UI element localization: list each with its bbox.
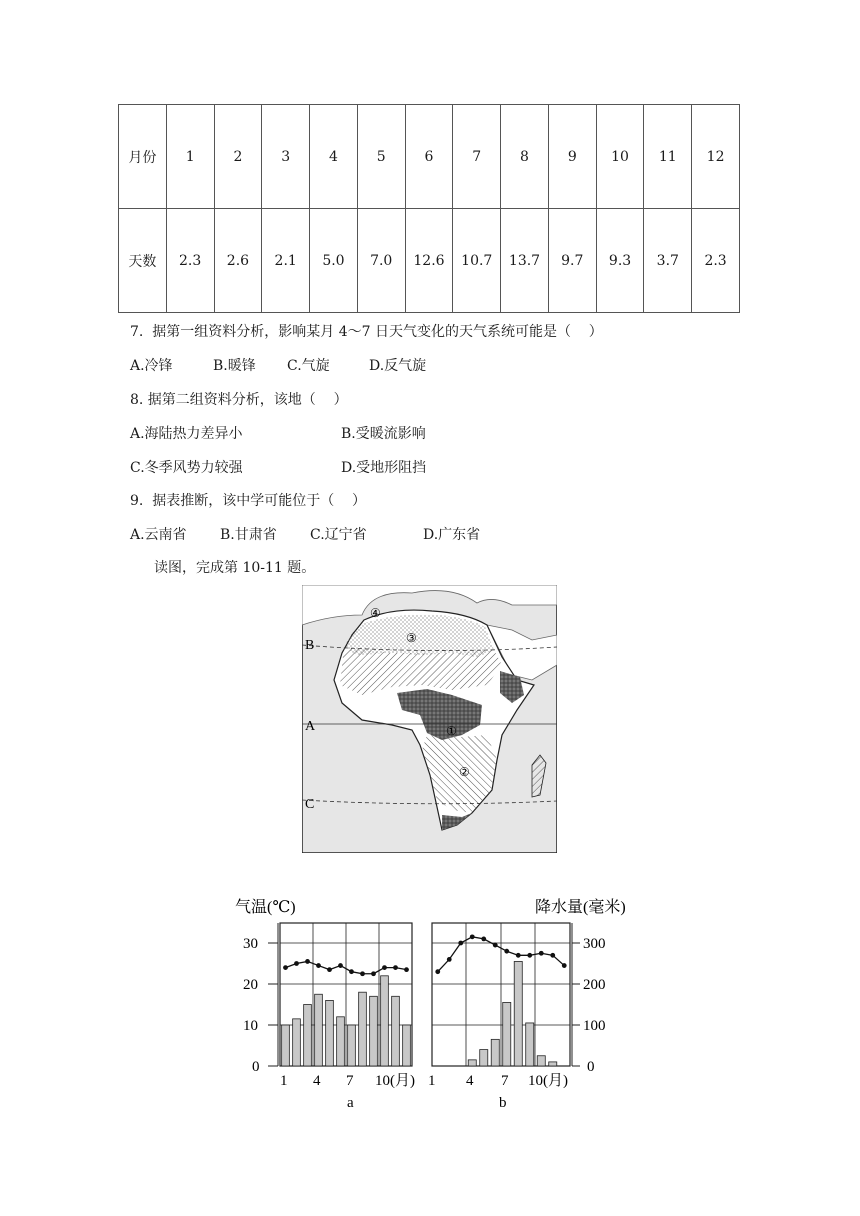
precip-bar-b <box>503 1002 511 1066</box>
precip-bar-b <box>480 1050 488 1066</box>
q7-option-d[interactable]: D.反气旋 <box>369 358 427 374</box>
month-cell: 6 <box>405 105 453 209</box>
precip-bar-a <box>315 994 323 1066</box>
days-cell: 9.7 <box>548 209 596 313</box>
month-cell: 4 <box>310 105 358 209</box>
x-tick-b: 10(月) <box>528 1073 568 1089</box>
temperature-point-b <box>435 969 440 974</box>
temperature-point-b <box>481 937 486 942</box>
days-cell: 7.0 <box>357 209 405 313</box>
precip-bar-a <box>326 1000 334 1066</box>
temperature-point-a <box>294 961 299 966</box>
region-label-3: ③ <box>406 631 417 645</box>
line-label-c: C <box>305 797 315 812</box>
precip-bar-a <box>359 992 367 1066</box>
precip-bar-b <box>468 1060 476 1066</box>
left-tick: 20 <box>243 977 258 993</box>
africa-map <box>302 585 557 853</box>
temperature-point-b <box>493 943 498 948</box>
month-cell: 12 <box>692 105 740 209</box>
month-cell: 5 <box>357 105 405 209</box>
precip-bar-b <box>491 1039 499 1066</box>
q7-option-b[interactable]: B.暖锋 <box>213 358 256 374</box>
line-label-a: A <box>305 719 316 734</box>
table-row-months <box>119 105 740 209</box>
temperature-point-a <box>305 959 310 964</box>
month-cell: 3 <box>262 105 310 209</box>
temperature-point-b <box>504 949 509 954</box>
x-tick-a: 10(月) <box>375 1073 415 1089</box>
temperature-point-a <box>327 967 332 972</box>
x-tick-b: 1 <box>428 1073 436 1089</box>
days-cell: 3.7 <box>644 209 692 313</box>
precip-bar-b <box>514 961 522 1066</box>
temperature-point-a <box>371 971 376 976</box>
temperature-point-b <box>470 934 475 939</box>
temperature-point-b <box>458 941 463 946</box>
left-tick: 30 <box>243 936 258 952</box>
temperature-point-b <box>562 963 567 968</box>
region-label-2: ② <box>459 765 470 779</box>
q9-option-b[interactable]: B.甘肃省 <box>220 527 277 543</box>
right-tick: 200 <box>583 977 606 993</box>
days-cell: 2.3 <box>692 209 740 313</box>
x-tick-a: 7 <box>346 1073 354 1089</box>
read-prompt: 读图，完成第 10-11 题。 <box>154 560 316 576</box>
q8-option-b[interactable]: B.受暖流影响 <box>341 426 426 442</box>
month-cell: 7 <box>453 105 501 209</box>
month-cell: 11 <box>644 105 692 209</box>
q7-option-a[interactable]: A.冷锋 <box>130 358 173 374</box>
q9-option-a[interactable]: A.云南省 <box>130 527 187 543</box>
right-tick: 300 <box>583 936 606 952</box>
q7-option-c[interactable]: C.气旋 <box>287 358 330 374</box>
temperature-point-a <box>404 967 409 972</box>
temperature-point-b <box>550 953 555 958</box>
days-cell: 2.6 <box>214 209 262 313</box>
temperature-point-b <box>447 957 452 962</box>
row-label-days: 天数 <box>119 209 167 313</box>
panel-a <box>280 923 412 1066</box>
q8-option-d[interactable]: D.受地形阻挡 <box>341 460 427 476</box>
precip-bar-b <box>549 1062 557 1066</box>
q8-option-c[interactable]: C.冬季风势力较强 <box>130 460 243 476</box>
temperature-point-a <box>349 969 354 974</box>
q8-option-a[interactable]: A.海陆热力差异小 <box>130 426 243 442</box>
month-cell: 8 <box>501 105 549 209</box>
temperature-point-b <box>527 953 532 958</box>
precip-bar-b <box>537 1056 545 1066</box>
month-cell: 9 <box>548 105 596 209</box>
days-cell: 10.7 <box>453 209 501 313</box>
q9-option-d[interactable]: D.广东省 <box>423 527 481 543</box>
precip-bar-a <box>337 1017 345 1066</box>
temperature-point-a <box>338 963 343 968</box>
precip-bar-a <box>282 1025 290 1066</box>
row-label-months: 月份 <box>119 105 167 209</box>
question-9-stem: 9. 据表推断，该中学可能位于（ ） <box>130 493 367 509</box>
x-tick-a: 4 <box>313 1073 321 1089</box>
precip-bar-a <box>304 1005 312 1067</box>
left-tick: 0 <box>252 1059 260 1075</box>
temperature-point-a <box>393 965 398 970</box>
precip-bar-a <box>370 996 378 1066</box>
panel-b <box>432 923 570 1066</box>
line-label-b: B <box>305 638 315 653</box>
temperature-point-b <box>516 953 521 958</box>
temperature-point-a <box>283 965 288 970</box>
precip-bar-a <box>293 1019 301 1066</box>
data-table <box>118 104 740 313</box>
days-cell: 9.3 <box>596 209 644 313</box>
table-row-days <box>119 209 740 313</box>
climate-charts <box>230 890 630 1115</box>
x-tick-b: 7 <box>501 1073 509 1089</box>
left-axis-title: 气温(℃) <box>235 899 296 916</box>
precip-bar-b <box>526 1023 534 1066</box>
precip-bar-a <box>381 976 389 1066</box>
precip-bar-a <box>392 996 400 1066</box>
panel-label-a: a <box>347 1095 354 1111</box>
q9-option-c[interactable]: C.辽宁省 <box>310 527 367 543</box>
month-cell: 10 <box>596 105 644 209</box>
days-cell: 13.7 <box>501 209 549 313</box>
temperature-point-a <box>382 965 387 970</box>
right-axis-title: 降水量(毫米) <box>535 899 626 916</box>
region-label-4: ④ <box>370 606 381 620</box>
days-cell: 12.6 <box>405 209 453 313</box>
temperature-point-a <box>316 963 321 968</box>
days-cell: 2.3 <box>166 209 214 313</box>
temperature-point-b <box>539 951 544 956</box>
precip-bar-a <box>403 1025 411 1066</box>
x-tick-b: 4 <box>466 1073 474 1089</box>
region-label-1: ① <box>446 724 457 738</box>
right-tick: 0 <box>587 1059 595 1075</box>
panel-label-b: b <box>499 1095 507 1111</box>
month-cell: 1 <box>166 105 214 209</box>
question-7-stem: 7. 据第一组资料分析，影响某月 4～7 日天气变化的天气系统可能是（ ） <box>130 324 603 340</box>
days-cell: 2.1 <box>262 209 310 313</box>
right-tick: 100 <box>583 1018 606 1034</box>
question-8-stem: 8. 据第二组资料分析，该地（ ） <box>130 392 348 408</box>
left-tick: 10 <box>243 1018 258 1034</box>
temperature-point-a <box>360 971 365 976</box>
days-cell: 5.0 <box>310 209 358 313</box>
precip-bar-a <box>348 1025 356 1066</box>
x-tick-a: 1 <box>280 1073 288 1089</box>
month-cell: 2 <box>214 105 262 209</box>
